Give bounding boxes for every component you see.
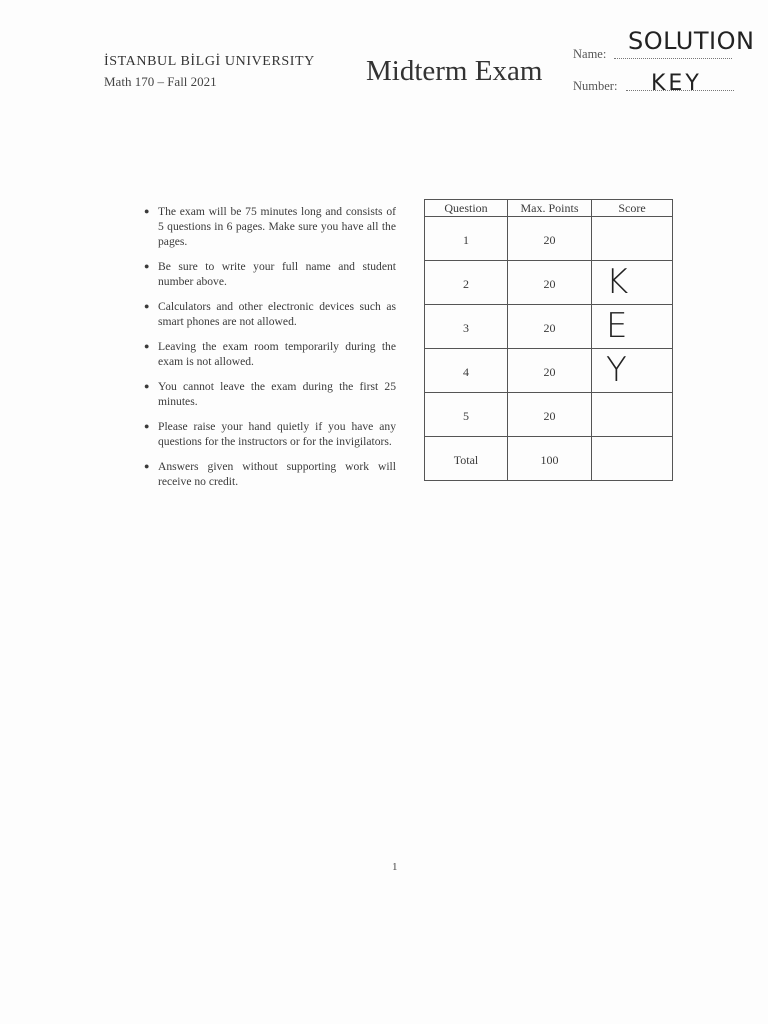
bullet-icon: ● bbox=[144, 461, 150, 471]
table-row-total bbox=[425, 437, 673, 481]
table-row bbox=[425, 305, 673, 349]
score-mark: K bbox=[606, 262, 629, 302]
max-points-cell: 20 bbox=[508, 305, 592, 349]
instruction-item: ● Calculators and other electronic devices such as smart phones are not allowed. bbox=[144, 300, 396, 328]
instruction-item: ● Be sure to write your full name and student number above. bbox=[144, 260, 396, 288]
instruction-item: ● You cannot leave the exam during the first 25 minutes. bbox=[144, 380, 396, 408]
bullet-icon: ● bbox=[144, 421, 150, 431]
score-mark: Y bbox=[606, 350, 627, 390]
table-row bbox=[425, 393, 673, 437]
name-handwritten: SOLUTION bbox=[628, 27, 755, 55]
name-label: Name: bbox=[573, 47, 607, 61]
header-score: Score bbox=[592, 200, 673, 217]
score-table bbox=[424, 199, 673, 481]
name-dotted-line bbox=[614, 58, 732, 59]
max-points-cell: 20 bbox=[508, 393, 592, 437]
instruction-item: ● The exam will be 75 minutes long and consists of 5 questions in 6 pages. Make sure you have all the pages. bbox=[144, 205, 396, 248]
score-mark: E bbox=[606, 306, 628, 346]
exam-title: Midterm Exam bbox=[366, 55, 543, 87]
table-row bbox=[425, 217, 673, 261]
score-table-header-row bbox=[425, 200, 673, 217]
question-cell: 1 bbox=[425, 217, 508, 261]
question-cell: 3 bbox=[425, 305, 508, 349]
number-handwritten: KEY bbox=[651, 71, 702, 96]
question-cell: Total bbox=[425, 437, 508, 481]
instruction-item: ● Please raise your hand quietly if you have any questions for the instructors or for the invigilators. bbox=[144, 420, 396, 448]
score-cell bbox=[592, 393, 673, 437]
score-cell bbox=[592, 437, 673, 481]
max-points-cell: 20 bbox=[508, 349, 592, 393]
bullet-icon: ● bbox=[144, 341, 150, 351]
header-max-points: Max. Points bbox=[508, 200, 592, 217]
page-number: 1 bbox=[392, 861, 398, 873]
score-cell bbox=[592, 217, 673, 261]
instruction-item: ● Answers given without supporting work will receive no credit. bbox=[144, 460, 396, 488]
question-cell: 2 bbox=[425, 261, 508, 305]
score-cell bbox=[592, 261, 673, 305]
instructions-list bbox=[144, 204, 396, 499]
question-cell: 5 bbox=[425, 393, 508, 437]
max-points-cell: 20 bbox=[508, 217, 592, 261]
instruction-item: ● Leaving the exam room temporarily during the exam is not allowed. bbox=[144, 340, 396, 368]
max-points-cell: 20 bbox=[508, 261, 592, 305]
table-row bbox=[425, 261, 673, 305]
bullet-icon: ● bbox=[144, 381, 150, 391]
max-points-cell: 100 bbox=[508, 437, 592, 481]
bullet-icon: ● bbox=[144, 206, 150, 216]
bullet-icon: ● bbox=[144, 261, 150, 271]
header-question: Question bbox=[425, 200, 508, 217]
university-name: İSTANBUL BİLGİ UNIVERSITY bbox=[104, 54, 315, 69]
question-cell: 4 bbox=[425, 349, 508, 393]
course-term: Math 170 – Fall 2021 bbox=[104, 74, 217, 89]
table-row bbox=[425, 349, 673, 393]
number-label: Number: bbox=[573, 79, 618, 93]
bullet-icon: ● bbox=[144, 301, 150, 311]
score-cell bbox=[592, 305, 673, 349]
score-cell bbox=[592, 349, 673, 393]
